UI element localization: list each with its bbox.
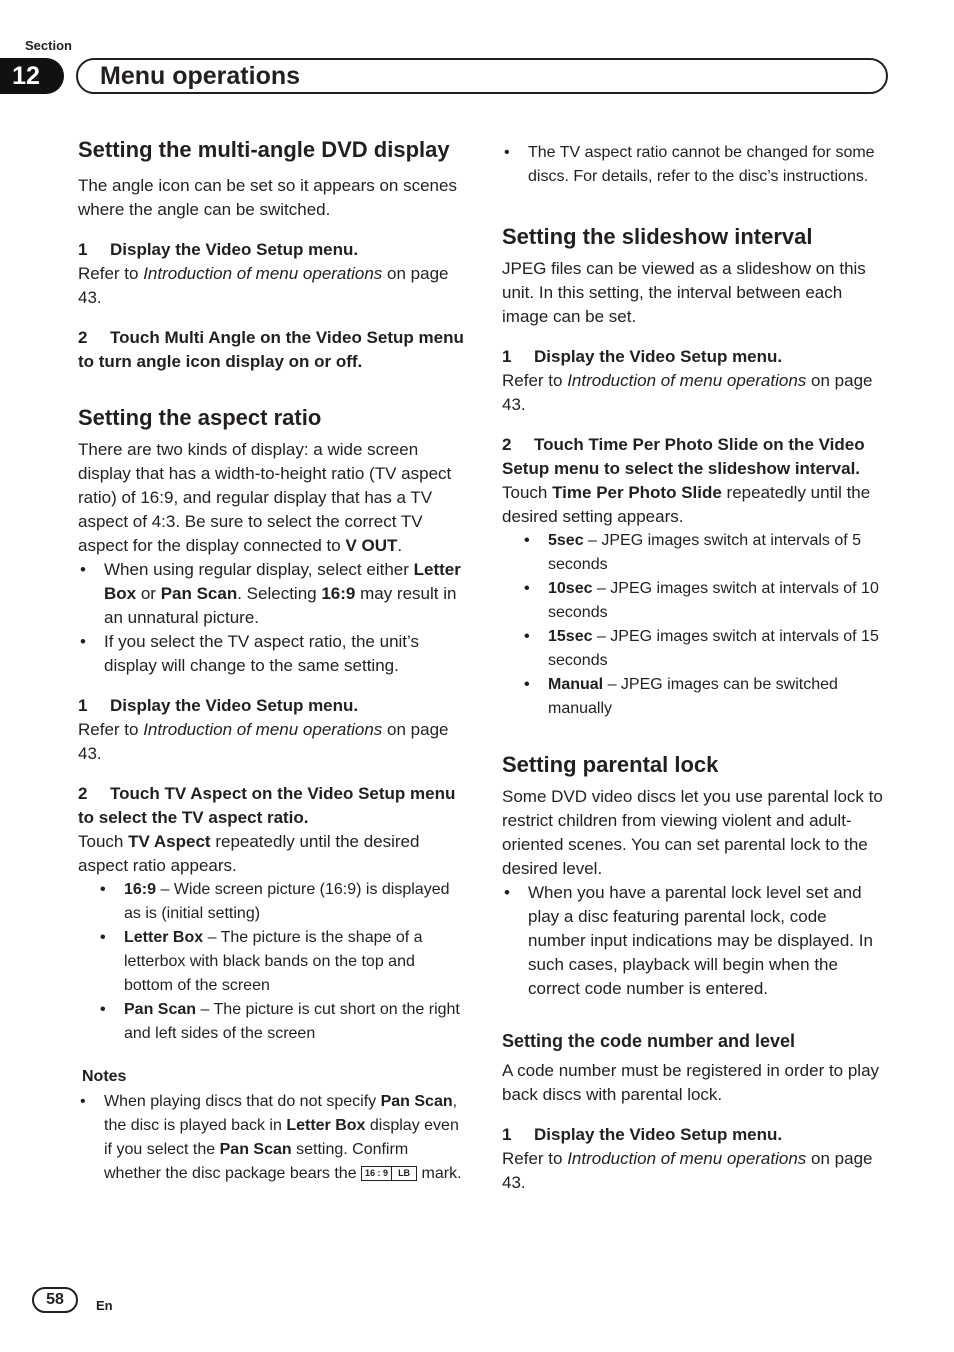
language-code: En (96, 1298, 113, 1313)
parental-intro: Some DVD video discs let you use parental lock to restrict children from viewing violent and adult-oriented scenes. You can set parental lock to the desired level. (502, 787, 883, 878)
slideshow-options (502, 529, 888, 721)
multi-angle-step-1: 1 Display the Video Setup menu. (78, 240, 359, 259)
aspect-touch-instruction: Touch TV Aspect repeatedly until the desired aspect ratio appears. (78, 832, 420, 875)
aspect-continued-note (502, 141, 888, 189)
option-item: • 10sec – JPEG images switch at intervals of 10 seconds (502, 577, 888, 625)
heading-multi-angle: Setting the multi-angle DVD display (78, 137, 450, 162)
left-column (78, 136, 466, 1186)
option-item: • 16:9 – Wide screen picture (16:9) is displayed as is (initial setting) (78, 878, 466, 926)
aspect-intro: There are two kinds of display: a wide screen display that has a width-to-height ratio (TV aspect ratio) of 16:9, and regular display that has a TV aspect of 4:3. Be sure to select the correct TV aspect for the display connected to V OUT. (78, 440, 452, 555)
slideshow-step-2: 2 Touch Time Per Photo Slide on the Video Setup menu to select the slideshow interval. (502, 435, 865, 478)
aspect-options (78, 878, 466, 1046)
letterbox-mark-icon: 16 : 9 LB (361, 1166, 417, 1181)
heading-parental-lock: Setting parental lock (502, 752, 719, 777)
section-number-badge: 12 (0, 58, 64, 94)
page-title: Menu operations (76, 58, 888, 94)
slideshow-reference: Refer to Introduction of menu operations on page 43. (502, 371, 873, 414)
aspect-bullets (78, 558, 466, 678)
multi-angle-step-2: 2 Touch Multi Angle on the Video Setup menu to turn angle icon display on or off. (78, 328, 464, 371)
parental-step-1: 1 Display the Video Setup menu. (502, 1125, 783, 1144)
notes-list (78, 1090, 466, 1186)
multi-angle-reference: Refer to Introduction of menu operations on page 43. (78, 264, 449, 307)
heading-code-number-level: Setting the code number and level (502, 1031, 796, 1051)
option-item: • Letter Box – The picture is the shape of a letterbox with black bands on the top and bottom of the screen (78, 926, 466, 998)
option-item: • 15sec – JPEG images switch at intervals of 15 seconds (502, 625, 888, 673)
aspect-step-1: 1 Display the Video Setup menu. (78, 696, 359, 715)
aspect-reference: Refer to Introduction of menu operations on page 43. (78, 720, 449, 763)
list-item: • When using regular display, select either Letter Box or Pan Scan. Selecting 16:9 may result in an unnatural picture. (78, 558, 466, 630)
parental-reference: Refer to Introduction of menu operations on page 43. (502, 1149, 873, 1192)
parental-bullets (502, 881, 888, 1001)
option-item: • Pan Scan – The picture is cut short on the right and left sides of the screen (78, 998, 466, 1046)
option-item: • 5sec – JPEG images switch at intervals of 5 seconds (502, 529, 888, 577)
page-number: 58 (32, 1287, 78, 1313)
right-column (502, 141, 888, 1195)
slideshow-touch-instruction: Touch Time Per Photo Slide repeatedly until the desired setting appears. (502, 483, 871, 526)
slideshow-step-1: 1 Display the Video Setup menu. (502, 347, 783, 366)
option-item: • Manual – JPEG images can be switched manually (502, 673, 888, 721)
note-item: • The TV aspect ratio cannot be changed for some discs. For details, refer to the disc’s instructions. (502, 141, 888, 189)
heading-aspect-ratio: Setting the aspect ratio (78, 405, 322, 430)
notes-heading: Notes (82, 1068, 127, 1085)
heading-slideshow-interval: Setting the slideshow interval (502, 224, 813, 249)
list-item: • When you have a parental lock level set and play a disc featuring parental lock, code number input indications may be displayed. In such cases, playback will begin when the correct code number is entered. (502, 881, 888, 1001)
section-label: Section (25, 38, 72, 53)
multi-angle-intro: The angle icon can be set so it appears on scenes where the angle can be switched. (78, 176, 457, 219)
note-item: • When playing discs that do not specify Pan Scan, the disc is played back in Letter Box display even if you select the Pan Scan setting. Confirm whether the disc package bears the 16 : 9 LB mark. (78, 1090, 466, 1186)
code-number-intro: A code number must be registered in order to play back discs with parental lock. (502, 1061, 880, 1104)
list-item: • If you select the TV aspect ratio, the unit’s display will change to the same setting. (78, 630, 466, 678)
slideshow-intro: JPEG files can be viewed as a slideshow on this unit. In this setting, the interval between each image can be set. (502, 259, 866, 326)
aspect-step-2: 2 Touch TV Aspect on the Video Setup menu to select the TV aspect ratio. (78, 784, 456, 827)
